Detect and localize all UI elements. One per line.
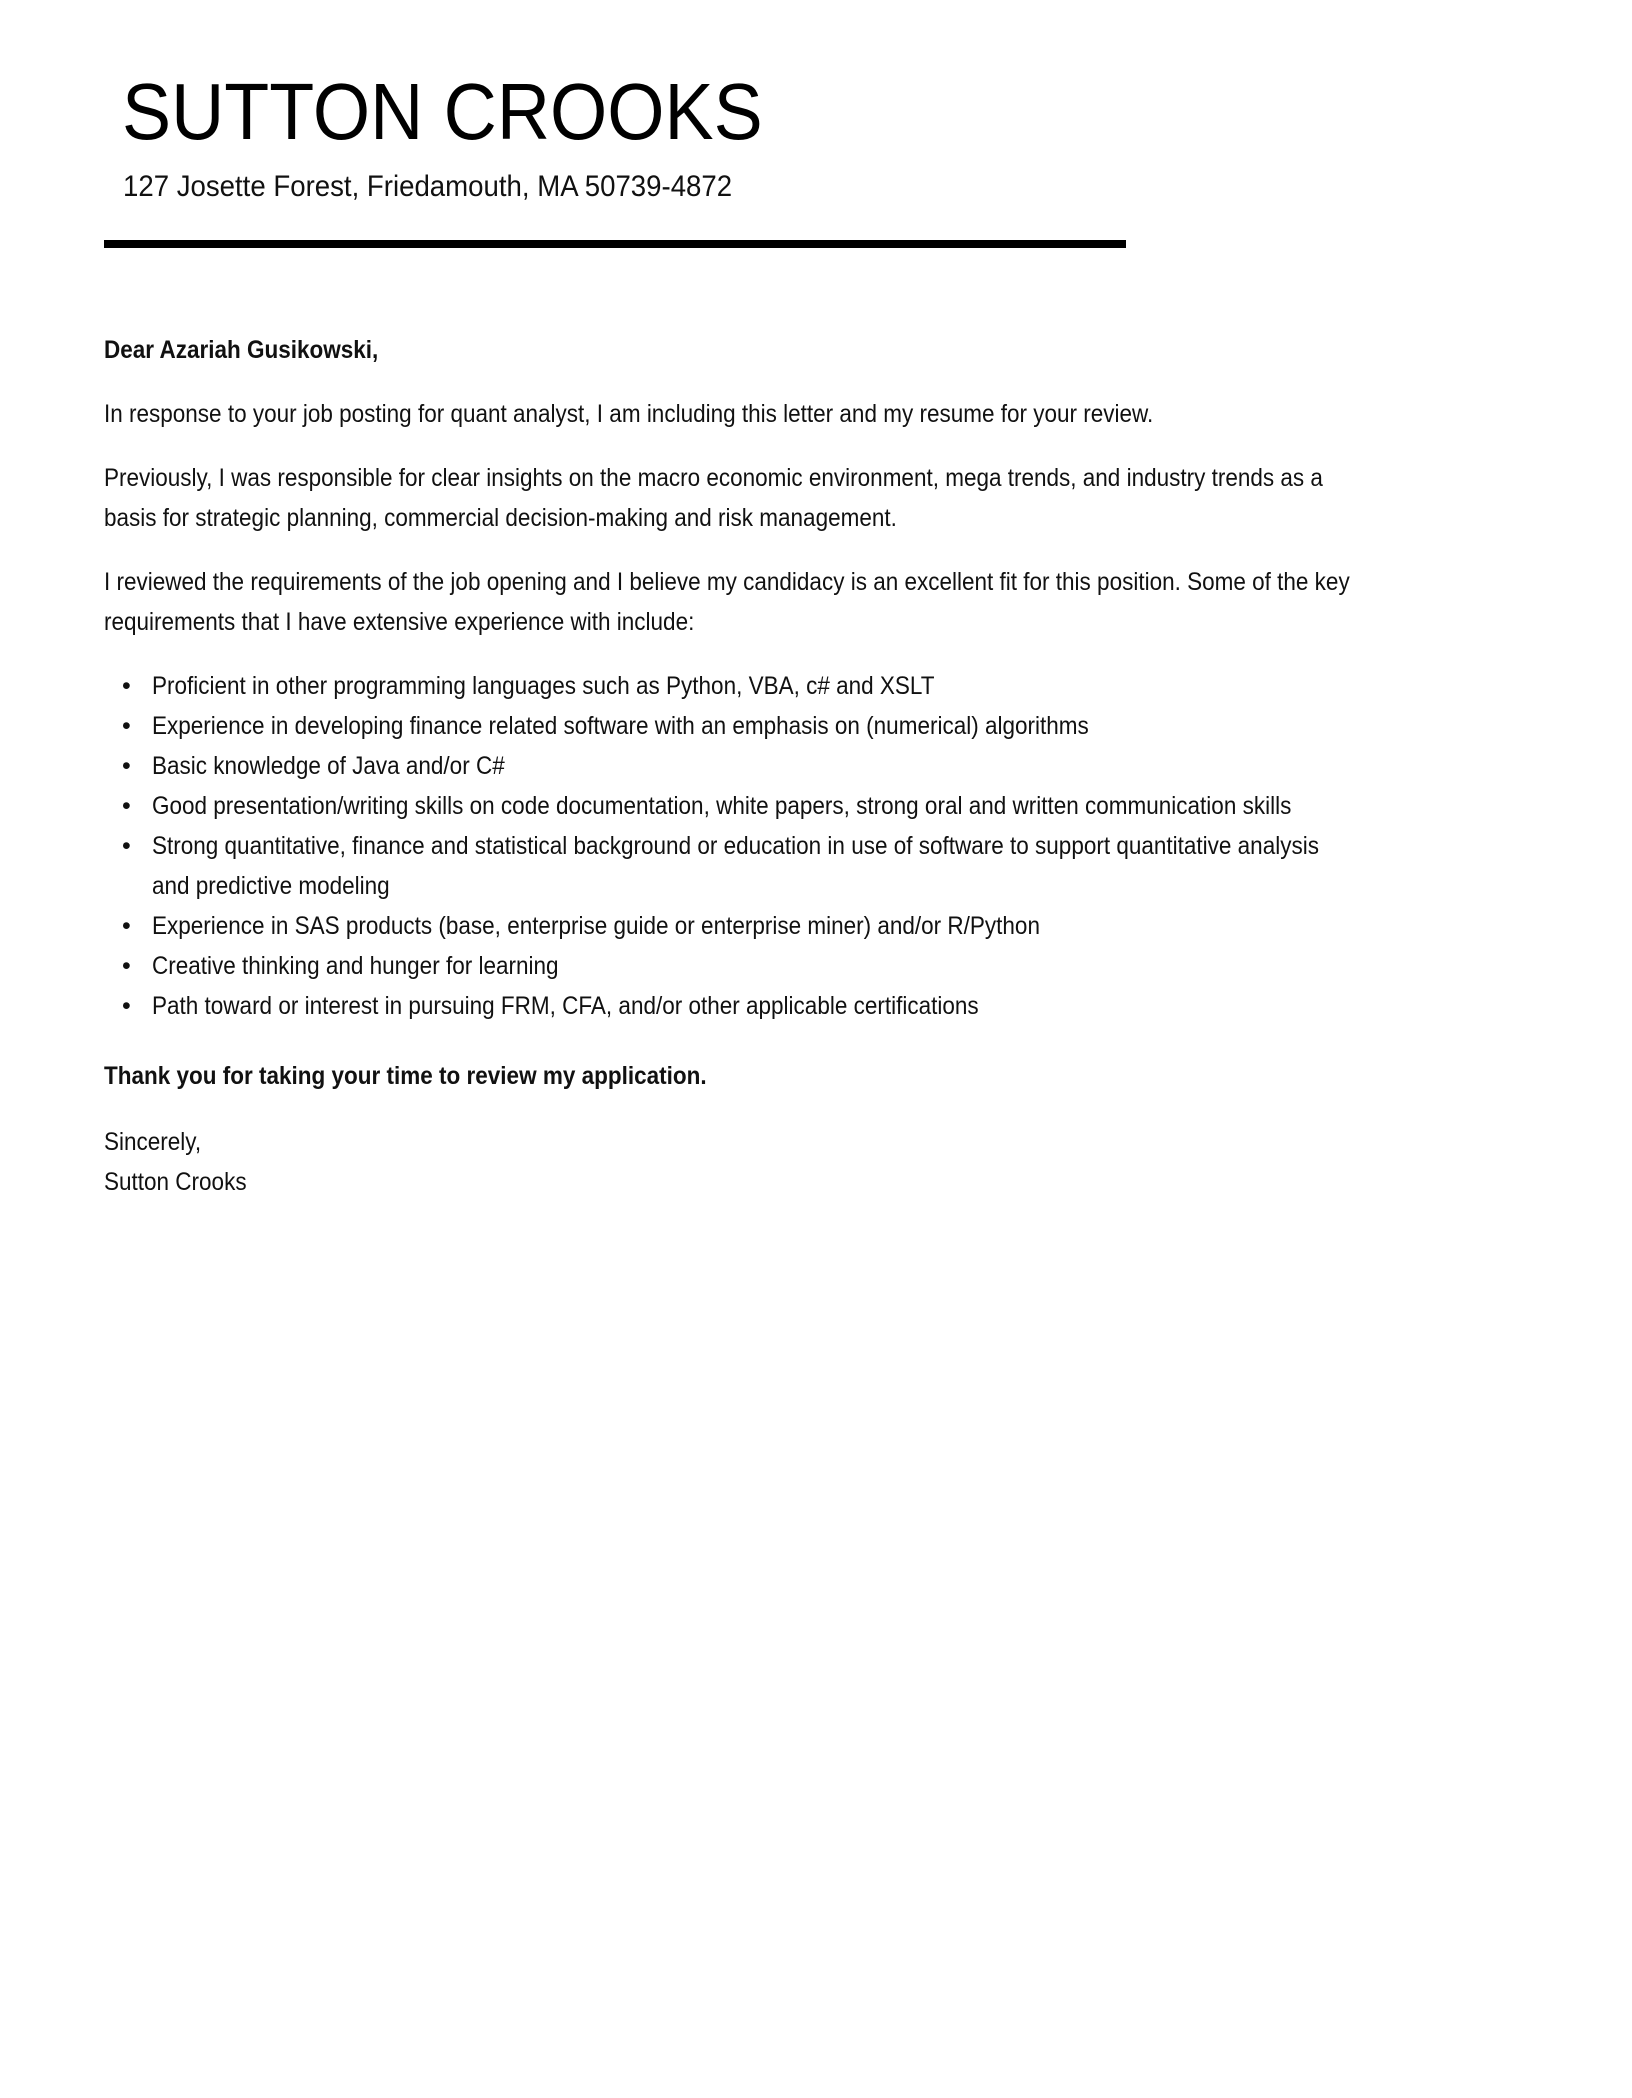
closing-line (104, 1056, 1544, 1096)
list-item (122, 706, 1544, 746)
requirements-list (104, 666, 1544, 1026)
paragraph-requirements-intro (104, 562, 1544, 642)
bullet-icon: • (122, 792, 131, 820)
list-item-text: Creative thinking and hunger for learning (152, 952, 559, 980)
bullet-icon: • (122, 952, 131, 980)
list-item-text: Proficient in other programming languages such as Python, VBA, c# and XSLT (152, 672, 935, 700)
greeting (104, 330, 1544, 370)
bullet-icon: • (122, 832, 131, 860)
list-item-text: Experience in developing finance related software with an emphasis on (numerical) algorithms (152, 712, 1089, 740)
list-item (122, 946, 1544, 986)
list-item (122, 826, 1544, 906)
paragraph-line: I reviewed the requirements of the job opening and I believe my candidacy is an excellent fit for this position. Some of the key (104, 568, 1350, 596)
list-item-text: Good presentation/writing skills on code documentation, white papers, strong oral and written communication skills (152, 792, 1292, 820)
list-item-text: Experience in SAS products (base, enterprise guide or enterprise miner) and/or R/Python (152, 912, 1040, 940)
closing-text: Thank you for taking your time to review my application. (104, 1062, 707, 1090)
list-item-text: Path toward or interest in pursuing FRM, CFA, and/or other applicable certifications (152, 992, 979, 1020)
bullet-icon: • (122, 752, 131, 780)
paragraph-line: basis for strategic planning, commercial decision-making and risk management. (104, 504, 897, 532)
list-item (122, 906, 1544, 946)
list-item-text: and predictive modeling (152, 872, 390, 900)
list-item (122, 986, 1544, 1026)
paragraph-line: In response to your job posting for quant analyst, I am including this letter and my resume for your review. (104, 400, 1154, 428)
list-item (122, 746, 1544, 786)
bullet-icon: • (122, 712, 131, 740)
signature: Sutton Crooks (104, 1168, 247, 1196)
signoff-block (104, 1122, 1544, 1202)
signoff: Sincerely, (104, 1128, 202, 1156)
paragraph-experience (104, 458, 1544, 538)
list-item-text: Basic knowledge of Java and/or C# (152, 752, 505, 780)
header-divider (104, 240, 1126, 248)
list-item (122, 666, 1544, 706)
letter-body (104, 330, 1544, 1202)
paragraph-line: requirements that I have extensive experience with include: (104, 608, 695, 636)
list-item-text: Strong quantitative, finance and statistical background or education in use of software to support quantitative analysis (152, 832, 1319, 860)
paragraph-line: Previously, I was responsible for clear insights on the macro economic environment, mega trends, and industry trends as a (104, 464, 1323, 492)
bullet-icon: • (122, 912, 131, 940)
list-item (122, 786, 1544, 826)
bullet-icon: • (122, 992, 131, 1020)
paragraph-intro (104, 394, 1544, 434)
bullet-icon: • (122, 672, 131, 700)
applicant-address: 127 Josette Forest, Friedamouth, MA 50739-4872 (123, 170, 733, 203)
applicant-name: SUTTON CROOKS (122, 67, 763, 156)
greeting-text: Dear Azariah Gusikowski, (104, 336, 379, 364)
